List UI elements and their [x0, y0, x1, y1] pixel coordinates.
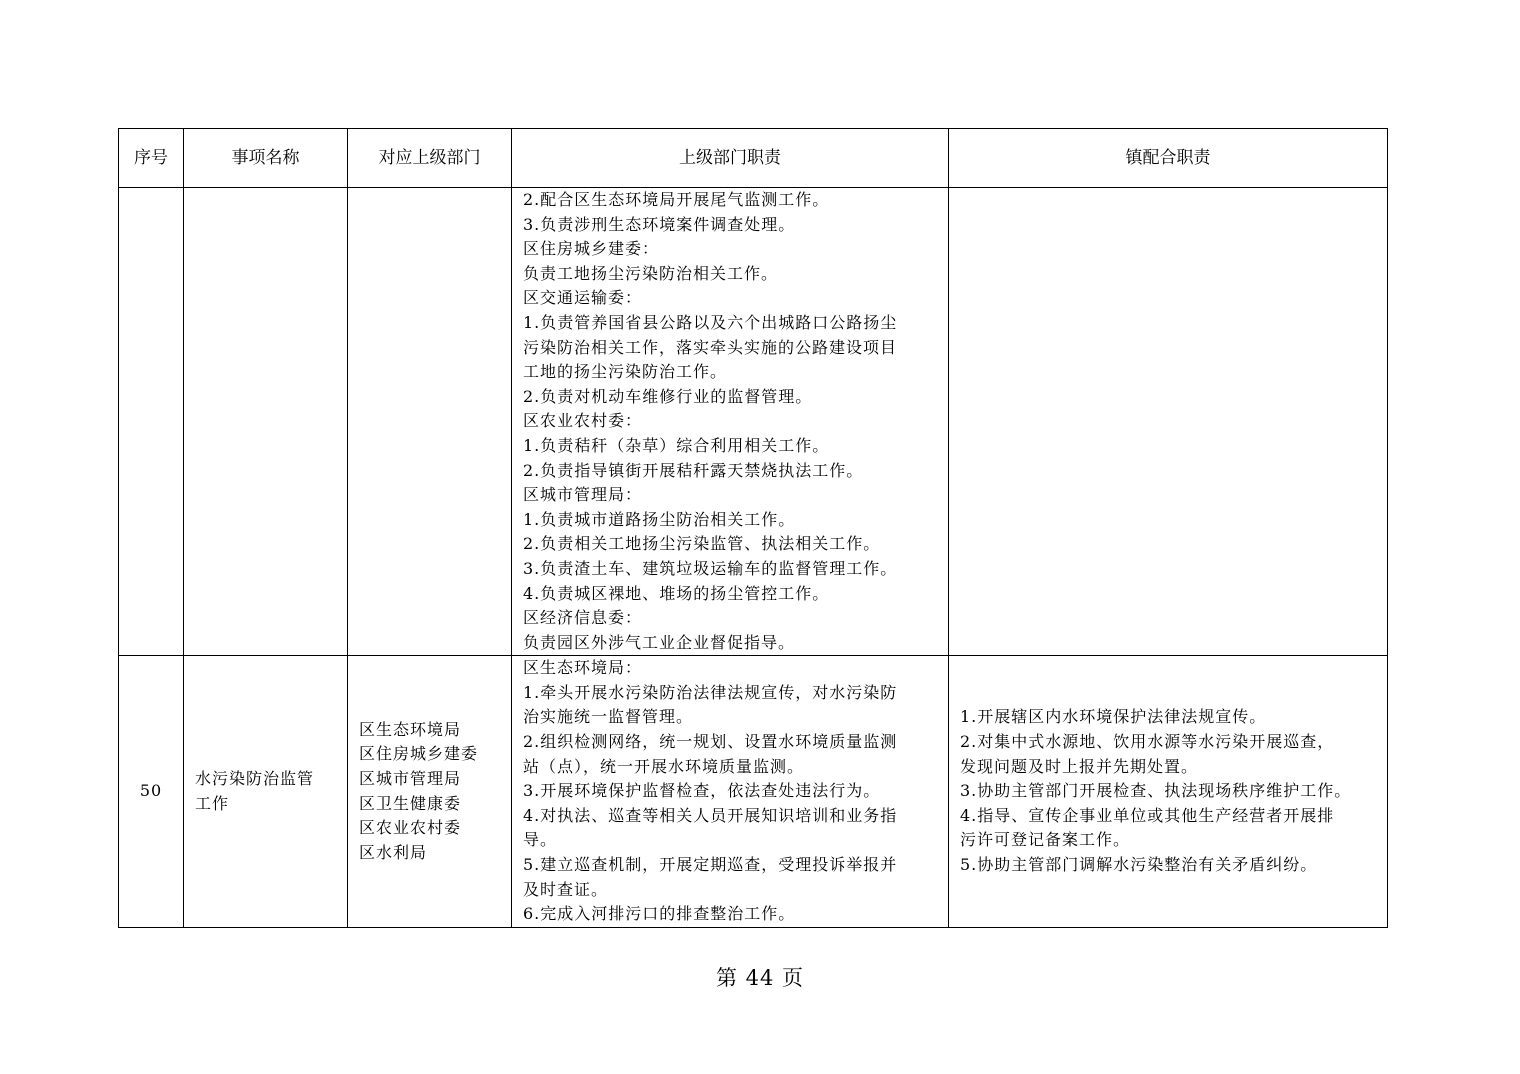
upper-duty-line: 2.配合区生态环境局开展尾气监测工作。 — [523, 190, 830, 209]
row-item-name — [184, 656, 348, 928]
table-header-row — [119, 129, 1388, 188]
duty-table — [118, 128, 1388, 928]
row-upper-duties — [512, 188, 949, 656]
town-duty-line: 2.对集中式水源地、饮用水源等水污染开展巡查， — [960, 732, 1335, 752]
item-name-line: 水污染防治监管 — [195, 768, 315, 788]
upper-duty-line: 2.负责指导镇街开展秸秆露天禁烧执法工作。 — [523, 460, 864, 480]
upper-duty-line: 1.负责城市道路扬尘防治相关工作。 — [523, 509, 796, 529]
department-line: 区卫生健康委 — [359, 793, 462, 813]
header-seq: 序号 — [119, 129, 184, 188]
header-town-duties: 镇配合职责 — [949, 129, 1388, 188]
upper-duty-line: 2.负责相关工地扬尘污染监管、执法相关工作。 — [523, 534, 881, 554]
header-item-name: 事项名称 — [184, 129, 348, 188]
upper-duty-line: 导。 — [523, 830, 558, 850]
row-seq: 50 — [119, 656, 184, 928]
row-upper-duties — [512, 656, 949, 928]
department-line: 区住房城乡建委 — [359, 744, 479, 764]
row-item-name — [184, 188, 348, 656]
department-line: 区生态环境局 — [359, 719, 462, 739]
upper-duty-line: 2.负责对机动车维修行业的监督管理。 — [523, 386, 813, 406]
header-upper-department: 对应上级部门 — [348, 129, 512, 188]
table-row — [119, 656, 1388, 928]
town-duty-line: 3.协助主管部门开展检查、执法现场秩序维护工作。 — [960, 781, 1352, 801]
town-duty-line: 5.协助主管部门调解水污染整治有关矛盾纠纷。 — [960, 855, 1318, 875]
upper-duty-line: 3.负责涉刑生态环境案件调查处理。 — [523, 214, 796, 234]
upper-duty-line: 站（点），统一开展水环境质量监测。 — [523, 756, 805, 776]
page-number: 第 44 页 — [715, 966, 805, 990]
department-line: 区农业农村委 — [359, 818, 462, 838]
row-town-duties — [949, 656, 1388, 928]
department-line: 区城市管理局 — [359, 768, 462, 788]
upper-duty-line: 工地的扬尘污染防治工作。 — [523, 362, 728, 382]
upper-duty-line: 负责工地扬尘污染防治相关工作。 — [523, 263, 779, 283]
upper-duty-line: 3.负责渣土车、建筑垃圾运输车的监督管理工作。 — [523, 558, 898, 578]
row-town-duties — [949, 188, 1388, 656]
town-duty-line: 污许可登记备案工作。 — [960, 830, 1131, 850]
upper-duty-line: 治实施统一监督管理。 — [523, 707, 694, 727]
town-duty-line: 发现问题及时上报并先期处置。 — [960, 756, 1199, 776]
upper-duty-line: 区生态环境局： — [523, 658, 643, 678]
upper-duty-line: 1.负责秸秆（杂草）综合利用相关工作。 — [523, 435, 830, 455]
upper-duty-line: 4.负责城区裸地、堆场的扬尘管控工作。 — [523, 583, 830, 603]
upper-duty-line: 污染防治相关工作，落实牵头实施的公路建设项目 — [523, 337, 898, 357]
item-name-line: 工作 — [195, 793, 230, 813]
upper-duty-line: 及时查证。 — [523, 879, 609, 899]
town-duty-line: 1.开展辖区内水环境保护法律法规宣传。 — [960, 707, 1267, 727]
upper-duty-line: 负责园区外涉气工业企业督促指导。 — [523, 632, 796, 652]
upper-duty-line: 区交通运输委： — [523, 288, 643, 308]
upper-duty-line: 1.负责管养国省县公路以及六个出城路口公路扬尘 — [523, 312, 898, 332]
town-duty-line: 4.指导、宣传企事业单位或其他生产经营者开展排 — [960, 805, 1335, 825]
duty-table-container — [118, 128, 1387, 928]
row-departments — [348, 188, 512, 656]
department-line: 区水利局 — [359, 842, 428, 862]
upper-duty-line: 区住房城乡建委： — [523, 239, 660, 259]
upper-duty-line: 5.建立巡查机制，开展定期巡查，受理投诉举报并 — [523, 855, 898, 875]
upper-duty-line: 6.完成入河排污口的排查整治工作。 — [523, 904, 796, 924]
upper-duty-line: 2.组织检测网络，统一规划、设置水环境质量监测 — [523, 732, 898, 752]
header-upper-duties: 上级部门职责 — [512, 129, 949, 188]
row-seq — [119, 188, 184, 656]
row-departments — [348, 656, 512, 928]
upper-duty-line: 3.开展环境保护监督检查，依法查处违法行为。 — [523, 781, 881, 801]
upper-duty-line: 区经济信息委： — [523, 608, 643, 628]
upper-duty-line: 1.牵头开展水污染防治法律法规宣传，对水污染防 — [523, 682, 898, 702]
table-row — [119, 188, 1388, 656]
upper-duty-line: 4.对执法、巡查等相关人员开展知识培训和业务指 — [523, 805, 898, 825]
upper-duty-line: 区农业农村委： — [523, 411, 643, 431]
upper-duty-line: 区城市管理局： — [523, 485, 643, 505]
